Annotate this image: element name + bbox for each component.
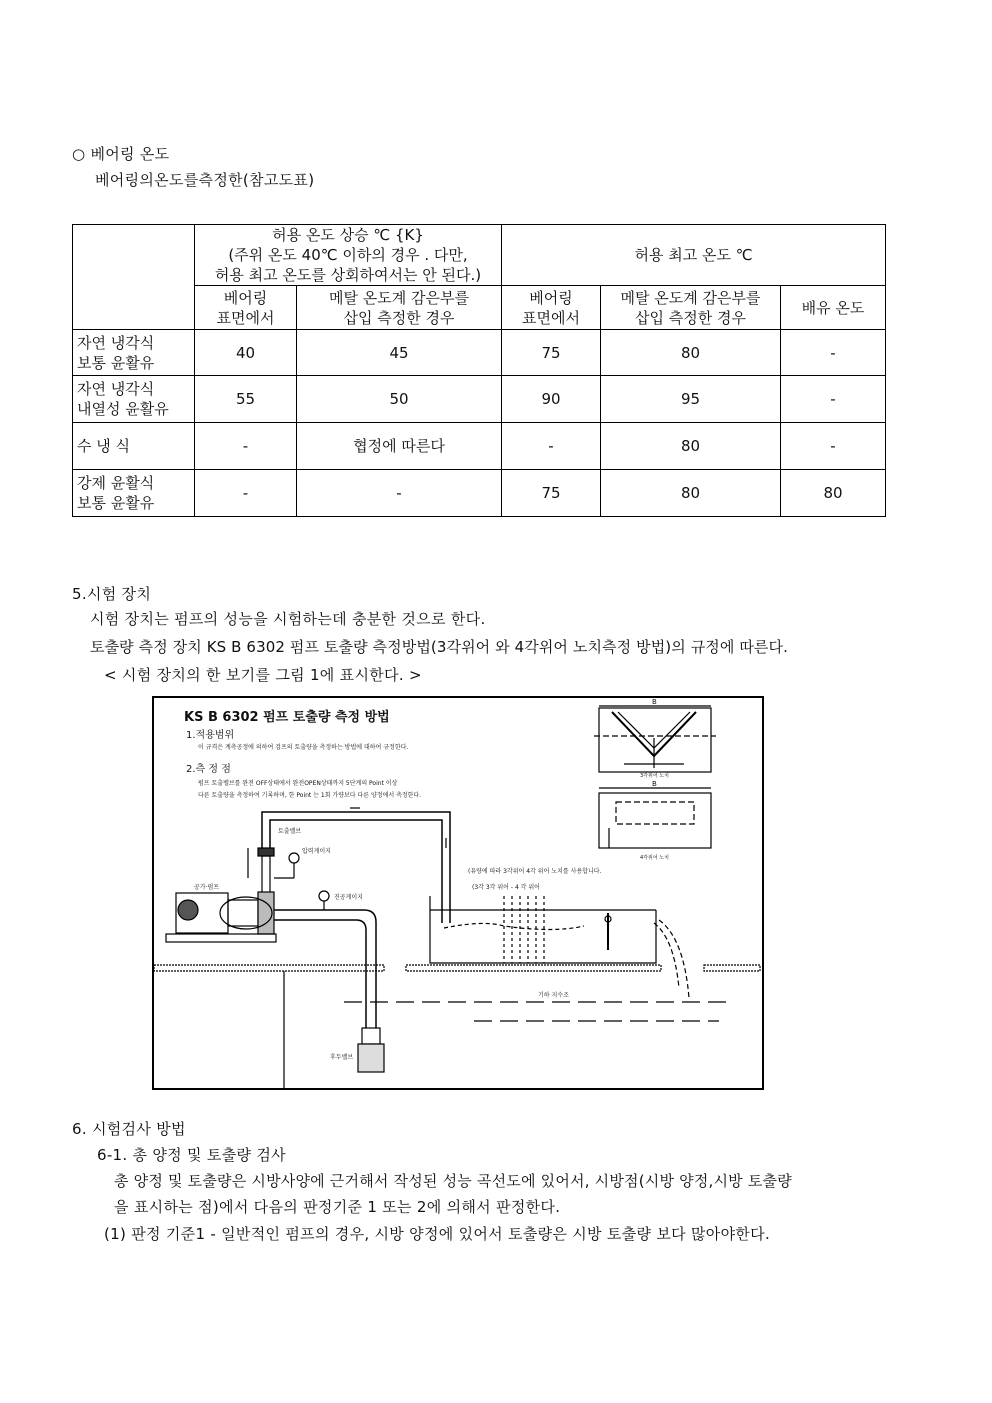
section5-title: 5.시험 장치 <box>72 585 152 603</box>
subheader-line: 삽입 측정한 경우 <box>343 308 455 327</box>
section5-line2: 토출량 측정 장치 KS B 6302 펌프 토출량 측정방법(3각위어 와 4각위어 노치측정 방법)의 규정에 따른다. <box>90 638 788 656</box>
row-label-line: 보통 윤활유 <box>77 353 155 372</box>
bearing-temperature-table <box>72 224 886 517</box>
table-corner-cell <box>73 225 195 330</box>
subheader-line: 베어링 <box>529 288 573 307</box>
figure-title: KS B 6302 펌프 토출량 측정 방법 <box>184 710 390 725</box>
pump-test-setup-drawing <box>154 698 762 1088</box>
bearing-temp-heading: ○ 베어링 온도 <box>72 145 170 163</box>
table-cell: - <box>195 423 297 470</box>
table-row <box>73 330 886 376</box>
criterion-1: (1) 판정 기준1 - 일반적인 펌프의 경우, 시방 양정에 있어서 토출량은 시방 토출량 보다 많아야한다. <box>104 1225 771 1243</box>
table-cell: - <box>502 423 601 470</box>
allowable-max-temp-header: 허용 최고 온도 ℃ <box>502 225 886 286</box>
header-line: 허용 온도 상승 ℃ {K} <box>272 226 424 244</box>
allowable-temp-rise-header <box>195 225 502 286</box>
figure-item1-title: 1.적용범위 <box>186 730 235 741</box>
table-cell: 80 <box>601 423 781 470</box>
weir-note-1: (유량에 따라 3각위어 4각 위어 노치를 사용합니다. <box>468 868 602 875</box>
triangle-weir-frame <box>599 708 711 772</box>
table-cell: - <box>195 470 297 517</box>
row-label-line: 자연 냉각식 <box>77 380 155 398</box>
row-label-line: 자연 냉각식 <box>77 333 155 352</box>
vacuum-gauge-label: 진공게이지 <box>334 894 363 901</box>
subheader-line: 베어링 <box>223 288 268 307</box>
row-label <box>73 470 195 517</box>
table-cell: - <box>781 423 886 470</box>
discharge-valve-label: 토출밸브 <box>278 828 302 835</box>
table-cell: - <box>781 376 886 423</box>
subheader-line: 삽입 측정한 경우 <box>635 308 746 327</box>
table-cell: 50 <box>297 376 502 423</box>
subheader-metal-thermometer <box>297 286 502 330</box>
row-label: 수 냉 식 <box>73 423 195 470</box>
subheader-line: 메탈 온도계 감은부를 <box>329 288 469 307</box>
subheader-metal-thermometer <box>601 286 781 330</box>
figure-item1-text: 이 규격은 계측공정에 의하여 검프의 토출량을 측정하는 방법에 대하여 규정한다. <box>198 744 409 751</box>
row-label-line: 강제 윤활식 <box>77 474 155 492</box>
row-label <box>73 330 195 376</box>
table-cell: 협정에 따른다 <box>297 423 502 470</box>
pump-test-setup-figure <box>152 696 764 1090</box>
row-label-line: 내열성 윤활유 <box>77 400 169 418</box>
section6-paragraph-line2: 을 표시하는 점)에서 다음의 판정기준 1 또는 2에 의해서 판정한다. <box>114 1198 561 1216</box>
header-line: (주위 온도 40℃ 이하의 경우 . 다만, <box>228 246 468 264</box>
header-line: 허용 최고 온도를 상회하여서는 안 된다.) <box>214 266 482 284</box>
table-cell: 45 <box>297 330 502 376</box>
figure-item2-text2: 다른 토출량을 측정하여 기록하며, 한 Point 는 1회 가량보다 다른 양정에서 측정한다. <box>198 792 422 799</box>
table-cell: 80 <box>601 330 781 376</box>
bearing-temp-subtext: 베어링의온도를측정한(참고도표) <box>95 171 315 189</box>
weir-note-2: (3각 3각 위어 - 4 각 위어 <box>472 884 540 891</box>
section5-line1: 시험 장치는 펌프의 성능을 시험하는데 충분한 것으로 한다. <box>90 610 486 628</box>
table-cell: 55 <box>195 376 297 423</box>
table-cell: 80 <box>781 470 886 517</box>
row-label-line: 보통 윤활유 <box>77 494 155 512</box>
table-cell: 75 <box>502 470 601 517</box>
table-row <box>73 423 886 470</box>
table-row <box>73 376 886 423</box>
table-cell: 75 <box>502 330 601 376</box>
pressure-gauge-label: 압력게이지 <box>302 848 331 855</box>
section5-line3: < 시험 장치의 한 보기를 그림 1에 표시한다. > <box>104 666 422 684</box>
table-cell: - <box>781 330 886 376</box>
foot-valve-label: 후두밸브 <box>330 1054 354 1061</box>
section6-paragraph-line1: 총 양정 및 토출량은 시방사양에 근거해서 작성된 성능 곡선도에 있어서, 시방점(시방 양정,시방 토출량 <box>114 1172 792 1190</box>
section6-sub-title: 6-1. 총 양정 및 토출량 검사 <box>97 1146 286 1164</box>
triangle-weir-caption: 3각위어 노치 <box>640 773 669 779</box>
table-cell: - <box>297 470 502 517</box>
figure-item2-title: 2.측 정 점 <box>186 764 231 775</box>
pump-motor-label: 공가·펌프 <box>194 884 220 891</box>
rect-weir-caption: 4각위어 노치 <box>640 855 669 861</box>
triangle-weir-dim-b: B <box>652 698 657 706</box>
subheader-bearing-surface <box>195 286 297 330</box>
table-cell: 40 <box>195 330 297 376</box>
subheader-bearing-surface <box>502 286 601 330</box>
table-cell: 95 <box>601 376 781 423</box>
table-row <box>73 470 886 517</box>
subheader-drain-oil-temp: 배유 온도 <box>781 286 886 330</box>
table-cell: 90 <box>502 376 601 423</box>
subheader-line: 메탈 온도계 감은부를 <box>620 288 761 307</box>
subheader-line: 표면에서 <box>216 308 275 327</box>
subheader-line: 표면에서 <box>522 308 580 327</box>
tank-label: 기하 지수조 <box>538 992 569 999</box>
rect-weir-dim-b: B <box>652 780 657 788</box>
table-cell: 80 <box>601 470 781 517</box>
section6-title: 6. 시험검사 방법 <box>72 1120 186 1138</box>
figure-item2-text1: 펌프 토출밸브를 완전 OFF상태에서 완전OPEN상태까지 5단계의 Point 이상 <box>198 780 398 787</box>
row-label <box>73 376 195 423</box>
